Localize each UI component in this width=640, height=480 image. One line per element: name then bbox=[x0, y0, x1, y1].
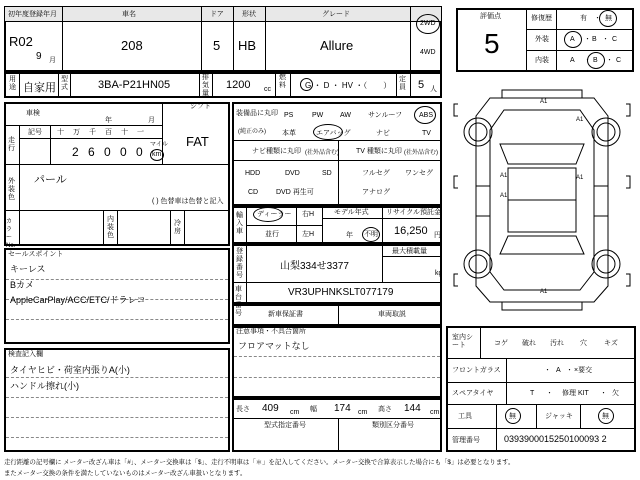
front-glass-label: フロントガラス bbox=[452, 367, 501, 374]
equip-pw: PW bbox=[312, 112, 324, 119]
height-value: 144 bbox=[404, 403, 421, 414]
rear-bumper bbox=[502, 302, 582, 310]
interior-color-label: 内装色 bbox=[107, 216, 114, 239]
damage-label-5: A1 bbox=[540, 289, 548, 295]
equip-airbag: エアバッグ bbox=[316, 130, 351, 137]
model-value: 208 bbox=[121, 38, 143, 53]
damage-label-4: A1 bbox=[500, 193, 508, 199]
sales-point-2: AppleCarPlay/ACC/ETC/ドラレコ bbox=[10, 295, 146, 305]
model-year-unknown: 不明 bbox=[364, 231, 378, 238]
height-label: 高さ bbox=[378, 406, 392, 413]
mileage-digit-3: 0 bbox=[120, 145, 127, 159]
glass-item-3: ×要交 bbox=[574, 367, 593, 374]
displacement-value: 1200 bbox=[226, 79, 251, 91]
notes-block bbox=[232, 326, 442, 398]
equip-navi: ナビ bbox=[376, 130, 390, 137]
bracket-fr bbox=[626, 104, 630, 116]
spare-tire-label: スペアタイヤ bbox=[452, 390, 494, 397]
ext-opt-4: C bbox=[612, 36, 618, 43]
new-car-warranty: 新車保証書 bbox=[268, 311, 303, 318]
inspection-year: 年 bbox=[105, 117, 112, 124]
unit-3: 百 bbox=[105, 129, 112, 136]
fuel-options: G ・ D ・ HV ・（ ） bbox=[305, 81, 392, 90]
max-load-kg: kg bbox=[435, 270, 443, 277]
registration-label: 登録番号 bbox=[236, 248, 243, 279]
notes-title: 注意事項・不具合箇所 bbox=[236, 328, 306, 335]
model-year-label: モデル年式 bbox=[334, 209, 369, 216]
bracket-mr bbox=[626, 176, 630, 188]
management-label: 管理番号 bbox=[452, 437, 480, 444]
inspector-title: 検査記入欄 bbox=[8, 351, 43, 358]
int-opt-1: ・ bbox=[584, 57, 591, 64]
usage-value: 自家用 bbox=[23, 82, 56, 94]
damage-label-1: A1 bbox=[576, 117, 584, 123]
usage-label: 用途 bbox=[9, 76, 16, 91]
equipment-title: 装備品に丸印 bbox=[236, 110, 278, 117]
recycle-value: 16,250 bbox=[394, 225, 428, 237]
glass-item-2: ・ bbox=[566, 367, 573, 374]
sales-points-title: セールスポイント bbox=[8, 251, 64, 258]
height-cm: cm bbox=[430, 409, 440, 416]
shift-label: シフト bbox=[190, 103, 211, 110]
damage-label-0: A1 bbox=[540, 99, 548, 105]
repair-opt-2: 無 bbox=[605, 15, 612, 22]
km-label: km bbox=[152, 151, 162, 158]
vin-label: 車台番号 bbox=[235, 286, 242, 317]
mileage-record-label: 記号 bbox=[28, 129, 42, 136]
import-left: 左H bbox=[302, 231, 315, 238]
int-opt-4: C bbox=[616, 57, 622, 64]
shape-label: 形状 bbox=[242, 11, 256, 18]
drive-2wd: 2WD bbox=[420, 20, 436, 27]
tools-value: 無 bbox=[509, 413, 516, 420]
cc-unit: cc bbox=[264, 86, 271, 93]
unit-0: 十 bbox=[57, 129, 64, 136]
exterior-grade-label: 外装 bbox=[535, 36, 549, 43]
tv-sub: (社外品含む) bbox=[404, 150, 438, 156]
inspector-line-0: タイヤヒビ・荷室内張りA(小) bbox=[10, 365, 130, 375]
grade-value: Allure bbox=[320, 38, 354, 53]
ext-opt-3: ・ bbox=[602, 36, 609, 43]
equip-ps: PS bbox=[284, 112, 294, 119]
nav-dvd-play: DVD 再生可 bbox=[276, 189, 314, 196]
import-right: 右H bbox=[302, 211, 315, 218]
registration-number: 山梨334せ3377 bbox=[280, 261, 349, 272]
sheet-item-4: キズ bbox=[604, 340, 618, 347]
tv-analog: アナログ bbox=[362, 189, 390, 196]
tire-item-2: 修理 KIT bbox=[562, 390, 589, 397]
score-value: 5 bbox=[484, 28, 500, 59]
fuel-circle bbox=[300, 78, 313, 91]
vehicle-manual: 車両取説 bbox=[378, 311, 406, 318]
notes-text: フロアマットなし bbox=[238, 341, 310, 351]
mileage-digit-0: 2 bbox=[72, 145, 79, 159]
capacity-value: 5 bbox=[418, 79, 425, 91]
tire-item-3: ・ bbox=[600, 390, 607, 397]
bracket-fl bbox=[454, 104, 458, 116]
interior-sheet-label: 室内シート bbox=[452, 334, 473, 349]
sheet-item-0: コゲ bbox=[494, 340, 508, 347]
first-reg-label: 初年度登録年月 bbox=[8, 11, 57, 18]
import-label: 輸入車 bbox=[236, 212, 243, 235]
int-opt-2: B bbox=[593, 57, 598, 64]
type-label: 型式 bbox=[61, 76, 68, 91]
length-cm: cm bbox=[290, 409, 300, 416]
mileage-digit-4: 0 bbox=[136, 145, 143, 159]
mileage-label: 走行 bbox=[8, 137, 15, 152]
length-value: 409 bbox=[262, 403, 279, 414]
type-designation-label: 型式指定番号 bbox=[264, 422, 306, 429]
month-unit: 月 bbox=[49, 57, 56, 64]
class-label: 類別区分番号 bbox=[372, 422, 414, 429]
equip-aw: AW bbox=[340, 112, 352, 119]
width-value: 174 bbox=[334, 403, 351, 414]
capacity-label: 定員 bbox=[399, 76, 406, 91]
fuel-label: 燃料 bbox=[279, 74, 286, 89]
shift-value: FAT bbox=[186, 134, 209, 149]
wheel-fl bbox=[464, 118, 492, 146]
bracket-ml bbox=[454, 176, 458, 188]
nav-hdd: HDD bbox=[245, 170, 261, 177]
equip-tv: TV bbox=[422, 130, 431, 137]
max-load-label: 最大積載量 bbox=[392, 248, 427, 255]
length-label: 長さ bbox=[236, 406, 250, 413]
windshield bbox=[500, 144, 584, 164]
car-diagram bbox=[448, 76, 636, 316]
aircon-label: 冷房 bbox=[174, 220, 181, 235]
tire-item-4: 欠 bbox=[612, 390, 619, 397]
unit-5: 一 bbox=[137, 129, 144, 136]
tv-fullseg: フルセグ bbox=[362, 170, 390, 177]
tire-item-1: ・ bbox=[546, 390, 553, 397]
model-year-unit: 年 bbox=[346, 232, 353, 239]
inspection-label: 車検 bbox=[26, 110, 40, 117]
footer-line-2: またメーター交換の条件を満たしていないものはメーター改ざん車扱いとなります。 bbox=[4, 470, 247, 477]
sheet-item-2: 汚れ bbox=[550, 340, 564, 347]
footer-line-1: 走行距離の記号欄に メーター改ざん車は「#」、メーター交換車は「$」、走行不明車は「＊」を記入してください。メーター交換で合算表示した場合にも「$」は必要となります。 bbox=[4, 459, 515, 466]
model-label: 車名 bbox=[122, 11, 136, 18]
unit-1: 万 bbox=[73, 129, 80, 136]
displacement-label: 排気量 bbox=[202, 74, 209, 97]
wheel-fr bbox=[592, 118, 620, 146]
damage-label-2: A1 bbox=[500, 173, 508, 179]
nav-title: ナビ種類に丸印 bbox=[252, 148, 301, 155]
capacity-unit: 人 bbox=[430, 86, 437, 93]
jack-value: 無 bbox=[602, 413, 609, 420]
exterior-color: パール bbox=[34, 174, 67, 186]
glass-item-0: ・ bbox=[544, 367, 551, 374]
doors-label: ドア bbox=[210, 11, 224, 18]
management-number: 0393900015250100093 2 bbox=[504, 434, 607, 444]
rear-glass bbox=[500, 236, 584, 254]
tv-oneseg: ワンセグ bbox=[405, 170, 433, 177]
jack-label: ジャッキ bbox=[545, 413, 573, 420]
inspector-line-1: ハンドル擦れ(小) bbox=[10, 381, 79, 391]
bracket-rr bbox=[626, 274, 630, 286]
repair-label: 修復歴 bbox=[531, 15, 552, 22]
unit-2: 千 bbox=[89, 129, 96, 136]
equip-sunroof: サンルーフ bbox=[368, 112, 403, 119]
ext-opt-0: A bbox=[570, 36, 575, 43]
ext-opt-1: ・ bbox=[584, 36, 591, 43]
first-reg-year: R02 bbox=[9, 34, 33, 49]
drive-4wd: 4WD bbox=[420, 49, 436, 56]
bracket-rl bbox=[454, 274, 458, 286]
tv-title: TV 種類に丸印 bbox=[356, 148, 402, 155]
nav-dvd: DVD bbox=[285, 170, 300, 177]
doors-value: 5 bbox=[213, 38, 221, 53]
grade-label: グレード bbox=[322, 11, 350, 18]
warranty-block bbox=[232, 304, 442, 326]
import-parallel: 並行 bbox=[265, 231, 279, 238]
equip-abs: ABS bbox=[419, 112, 434, 119]
damage-label-3: A1 bbox=[576, 175, 584, 181]
wheel-rr bbox=[592, 250, 620, 278]
wheel-rl bbox=[464, 250, 492, 278]
score-label: 評価点 bbox=[480, 13, 501, 20]
nav-sd: SD bbox=[322, 170, 332, 177]
front-bumper bbox=[502, 90, 582, 98]
mile-label: マイル bbox=[150, 142, 168, 148]
width-label: 幅 bbox=[310, 406, 317, 413]
repair-opt-0: 有 bbox=[580, 15, 587, 22]
exterior-note: ( ) 色替車は色替と記入 bbox=[152, 198, 224, 205]
nav-sub: (社外品含む) bbox=[305, 150, 339, 156]
int-opt-3: ・ bbox=[606, 57, 613, 64]
tools-label: 工具 bbox=[458, 413, 472, 420]
sheet-item-1: 破れ bbox=[522, 340, 536, 347]
equip-leather: 本革 bbox=[282, 130, 296, 137]
tire-item-0: T bbox=[530, 390, 535, 397]
sheet-item-3: 穴 bbox=[580, 340, 587, 347]
recycle-label: リサイクル預託金 bbox=[386, 209, 442, 216]
inspection-month: 月 bbox=[148, 117, 155, 124]
int-opt-0: A bbox=[570, 57, 575, 64]
mileage-digit-1: 6 bbox=[88, 145, 95, 159]
mileage-digit-2: 0 bbox=[104, 145, 111, 159]
vin-value: VR3UPHNKSLT077179 bbox=[288, 287, 394, 298]
first-reg-month: 9 bbox=[36, 51, 42, 62]
recycle-yen: 円 bbox=[434, 232, 441, 239]
interior-grade-label: 内装 bbox=[535, 57, 549, 64]
ext-opt-2: B bbox=[592, 36, 597, 43]
car-diagram-svg bbox=[448, 76, 636, 316]
nav-cd: CD bbox=[248, 189, 259, 196]
sales-point-0: キーレス bbox=[10, 264, 46, 274]
color-no-label: カラーNo. bbox=[6, 219, 16, 249]
repair-opt-1: ・ bbox=[594, 15, 601, 22]
equipment-subtitle: (純正のみ) bbox=[238, 129, 266, 135]
glass-item-1: A bbox=[556, 367, 561, 374]
type-value: 3BA-P21HN05 bbox=[98, 79, 171, 91]
sales-point-1: Bカメ bbox=[10, 280, 35, 290]
import-dealer: ディーラー bbox=[257, 211, 292, 218]
exterior-label: 外装色 bbox=[8, 178, 15, 201]
unit-4: 十 bbox=[121, 129, 128, 136]
width-cm: cm bbox=[358, 409, 368, 416]
shape-value: HB bbox=[238, 38, 257, 53]
